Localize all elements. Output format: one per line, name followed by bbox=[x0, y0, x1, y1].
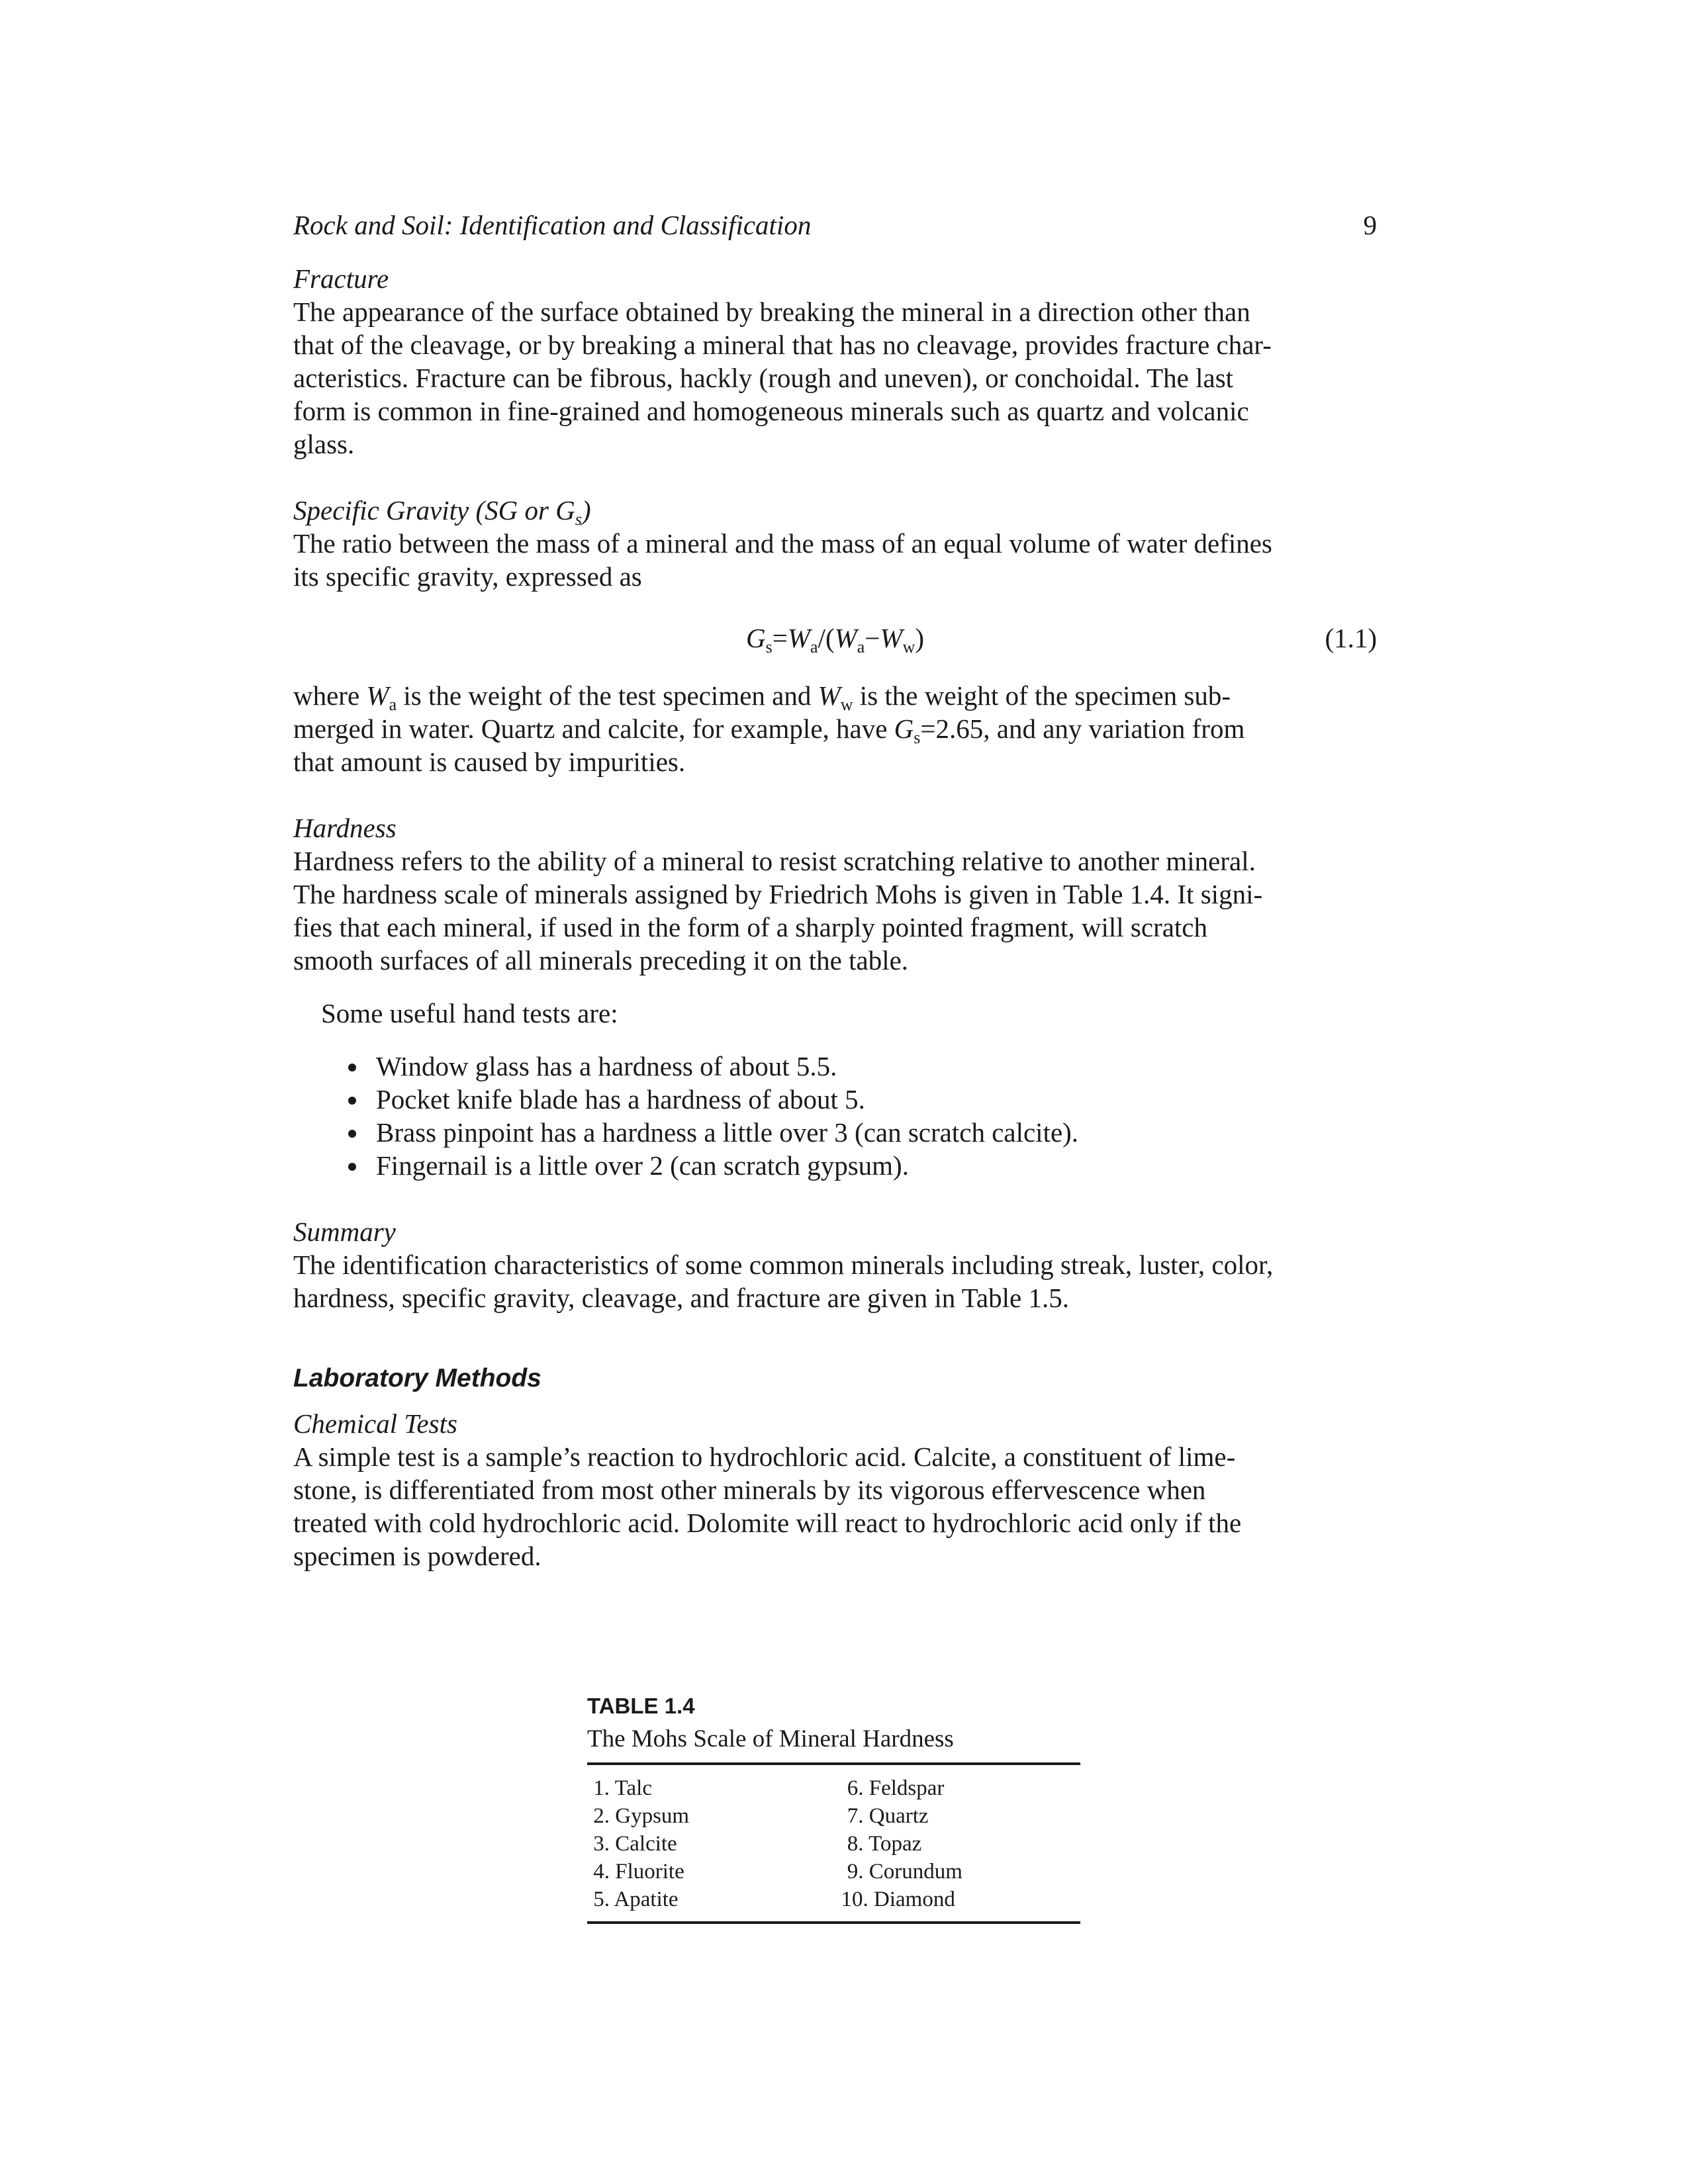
summary-heading: Summary bbox=[293, 1216, 396, 1247]
mineral-name: Diamond bbox=[874, 1888, 955, 1911]
chemical-tests-paragraph bbox=[293, 1440, 1377, 1572]
table-row bbox=[587, 1830, 827, 1858]
hardness-line: The hardness scale of minerals assigned by Friedrich Mohs is given in Table 1.4. It signi- bbox=[293, 879, 1263, 909]
bullet-icon bbox=[348, 1130, 356, 1138]
table-row bbox=[587, 1886, 827, 1913]
row-number: 6. bbox=[847, 1776, 864, 1800]
sg-heading-text: Specific Gravity (SG or G bbox=[293, 495, 575, 525]
list-item bbox=[293, 1149, 1377, 1182]
fracture-line: glass. bbox=[293, 429, 355, 459]
summary-line: hardness, specific gravity, cleavage, and fracture are given in Table 1.5. bbox=[293, 1283, 1069, 1313]
page-number: 9 bbox=[1363, 210, 1377, 240]
table-caption: The Mohs Scale of Mineral Hardness bbox=[587, 1725, 954, 1752]
list-item-text: Window glass has a hardness of about 5.5. bbox=[376, 1051, 837, 1081]
summary-paragraph bbox=[293, 1248, 1377, 1314]
sg-line: The ratio between the mass of a mineral and the mass of an equal volume of water defines bbox=[293, 528, 1272, 559]
eq-g: G bbox=[745, 623, 766, 653]
table-label: TABLE 1.4 bbox=[587, 1694, 695, 1718]
chemical-line: stone, is differentiated from most other minerals by its vigorous effervescence when bbox=[293, 1475, 1206, 1505]
mineral-name: Gypsum bbox=[615, 1804, 690, 1828]
mineral-name: Fluorite bbox=[615, 1860, 684, 1884]
text-run: merged in water. Quartz and calcite, for example, have bbox=[293, 713, 894, 744]
chemical-tests-heading: Chemical Tests bbox=[293, 1408, 457, 1439]
mineral-name: Apatite bbox=[614, 1888, 679, 1911]
lab-methods-heading: Laboratory Methods bbox=[293, 1364, 541, 1392]
row-number: 2. bbox=[593, 1804, 610, 1828]
sg-expl-line: that amount is caused by impurities. bbox=[293, 747, 686, 777]
fracture-line: acteristics. Fracture can be fibrous, hackly (rough and uneven), or conchoidal. The last bbox=[293, 363, 1234, 393]
hand-tests-intro: Some useful hand tests are: bbox=[321, 998, 618, 1028]
hardness-line: smooth surfaces of all minerals preceding it on the table. bbox=[293, 945, 909, 976]
table-row bbox=[841, 1802, 1081, 1830]
eq-sub-a: a bbox=[810, 637, 818, 657]
mohs-right-column bbox=[827, 1774, 1081, 1913]
text-run: is the weight of the test specimen and bbox=[397, 680, 818, 711]
mineral-name: Corundum bbox=[868, 1860, 962, 1884]
table-row bbox=[587, 1802, 827, 1830]
mineral-name: Feldspar bbox=[868, 1776, 945, 1800]
sg-expl-line bbox=[293, 712, 1377, 745]
eq-slash: /( bbox=[818, 623, 835, 653]
list-item-text: Pocket knife blade has a hardness of about 5. bbox=[376, 1084, 865, 1115]
sg-heading-sub: s bbox=[575, 510, 582, 529]
mineral-name: Calcite bbox=[615, 1832, 677, 1856]
text-run: where bbox=[293, 680, 367, 711]
hardness-heading: Hardness bbox=[293, 813, 397, 843]
mineral-name: Talc bbox=[614, 1776, 652, 1800]
eq-sub-s: s bbox=[765, 637, 773, 657]
page-body bbox=[293, 199, 1377, 1572]
running-title: Rock and Soil: Identification and Classification bbox=[293, 210, 812, 240]
eq-sub-w: w bbox=[902, 637, 915, 657]
table-bottom-rule bbox=[587, 1921, 1080, 1924]
eq-sub-a: a bbox=[857, 637, 865, 657]
row-number: 8. bbox=[847, 1832, 864, 1856]
row-number: 7. bbox=[847, 1804, 864, 1828]
eq-w: W bbox=[834, 623, 857, 653]
fracture-paragraph bbox=[293, 295, 1377, 461]
row-number: 3. bbox=[593, 1832, 610, 1856]
row-number: 10. bbox=[841, 1888, 868, 1911]
table-1-4 bbox=[587, 1691, 1080, 1924]
fracture-line: The appearance of the surface obtained by breaking the mineral in a direction other than bbox=[293, 296, 1250, 327]
mohs-left-column bbox=[587, 1774, 827, 1913]
table-row bbox=[587, 1858, 827, 1886]
mineral-name: Topaz bbox=[868, 1832, 922, 1856]
summary-line: The identification characteristics of some common minerals including streak, luster, color, bbox=[293, 1250, 1274, 1280]
list-item bbox=[293, 1083, 1377, 1116]
table-row bbox=[841, 1886, 1081, 1913]
sg-heading-close: ) bbox=[581, 495, 591, 525]
row-number: 1. bbox=[593, 1776, 610, 1800]
var-w: W bbox=[818, 680, 841, 711]
sub-a: a bbox=[389, 695, 397, 714]
equation-text bbox=[293, 612, 1377, 664]
eq-w: W bbox=[787, 623, 810, 653]
table-row bbox=[841, 1774, 1081, 1802]
table-row bbox=[841, 1830, 1081, 1858]
list-item bbox=[293, 1050, 1377, 1083]
eq-w: W bbox=[880, 623, 903, 653]
hardness-line: fies that each mineral, if used in the form of a sharply pointed fragment, will scratch bbox=[293, 912, 1208, 942]
bullet-icon bbox=[348, 1064, 356, 1071]
sg-line: its specific gravity, expressed as bbox=[293, 561, 642, 592]
equation-number: (1.1) bbox=[1325, 623, 1377, 653]
fracture-heading: Fracture bbox=[293, 263, 389, 294]
bullet-icon bbox=[348, 1097, 356, 1105]
hardness-line: Hardness refers to the ability of a mineral to resist scratching relative to another mineral. bbox=[293, 846, 1256, 876]
text-run: is the weight of the specimen sub- bbox=[853, 680, 1231, 711]
list-item bbox=[293, 1116, 1377, 1149]
var-g: G bbox=[894, 713, 914, 744]
row-number: 4. bbox=[593, 1860, 610, 1884]
list-item-text: Brass pinpoint has a hardness a little over 3 (can scratch calcite). bbox=[376, 1117, 1079, 1148]
fracture-line: form is common in fine-grained and homogeneous minerals such as quartz and volcanic bbox=[293, 396, 1249, 426]
equation-1-1 bbox=[293, 612, 1377, 664]
eq-equals: = bbox=[772, 623, 788, 653]
fracture-line: that of the cleavage, or by breaking a mineral that has no cleavage, provides fracture char- bbox=[293, 330, 1272, 360]
mineral-name: Quartz bbox=[868, 1804, 929, 1828]
text-run: =2.65, and any variation from bbox=[920, 713, 1245, 744]
row-number: 9. bbox=[847, 1860, 864, 1884]
eq-minus: − bbox=[865, 623, 880, 653]
row-number: 5. bbox=[593, 1888, 610, 1911]
table-row bbox=[841, 1858, 1081, 1886]
list-item-text: Fingernail is a little over 2 (can scratch gypsum). bbox=[376, 1150, 909, 1181]
sg-explanation-paragraph bbox=[293, 679, 1377, 778]
sub-s: s bbox=[914, 728, 921, 747]
mohs-table-body bbox=[587, 1765, 1080, 1921]
specific-gravity-heading bbox=[293, 494, 1377, 527]
sg-expl-line bbox=[293, 679, 1377, 712]
table-row bbox=[587, 1774, 827, 1802]
chemical-line: specimen is powdered. bbox=[293, 1541, 541, 1571]
chemical-line: A simple test is a sample’s reaction to hydrochloric acid. Calcite, a constituent of lime- bbox=[293, 1441, 1236, 1472]
bullet-icon bbox=[348, 1163, 356, 1171]
eq-close: ) bbox=[915, 623, 925, 653]
specific-gravity-paragraph bbox=[293, 527, 1377, 593]
sub-w: w bbox=[840, 695, 853, 714]
hardness-paragraph bbox=[293, 844, 1377, 977]
chemical-line: treated with cold hydrochloric acid. Dolomite will react to hydrochloric acid only if the bbox=[293, 1508, 1242, 1538]
running-head bbox=[293, 199, 1377, 251]
var-w: W bbox=[366, 680, 389, 711]
hand-tests-list bbox=[293, 1050, 1377, 1182]
